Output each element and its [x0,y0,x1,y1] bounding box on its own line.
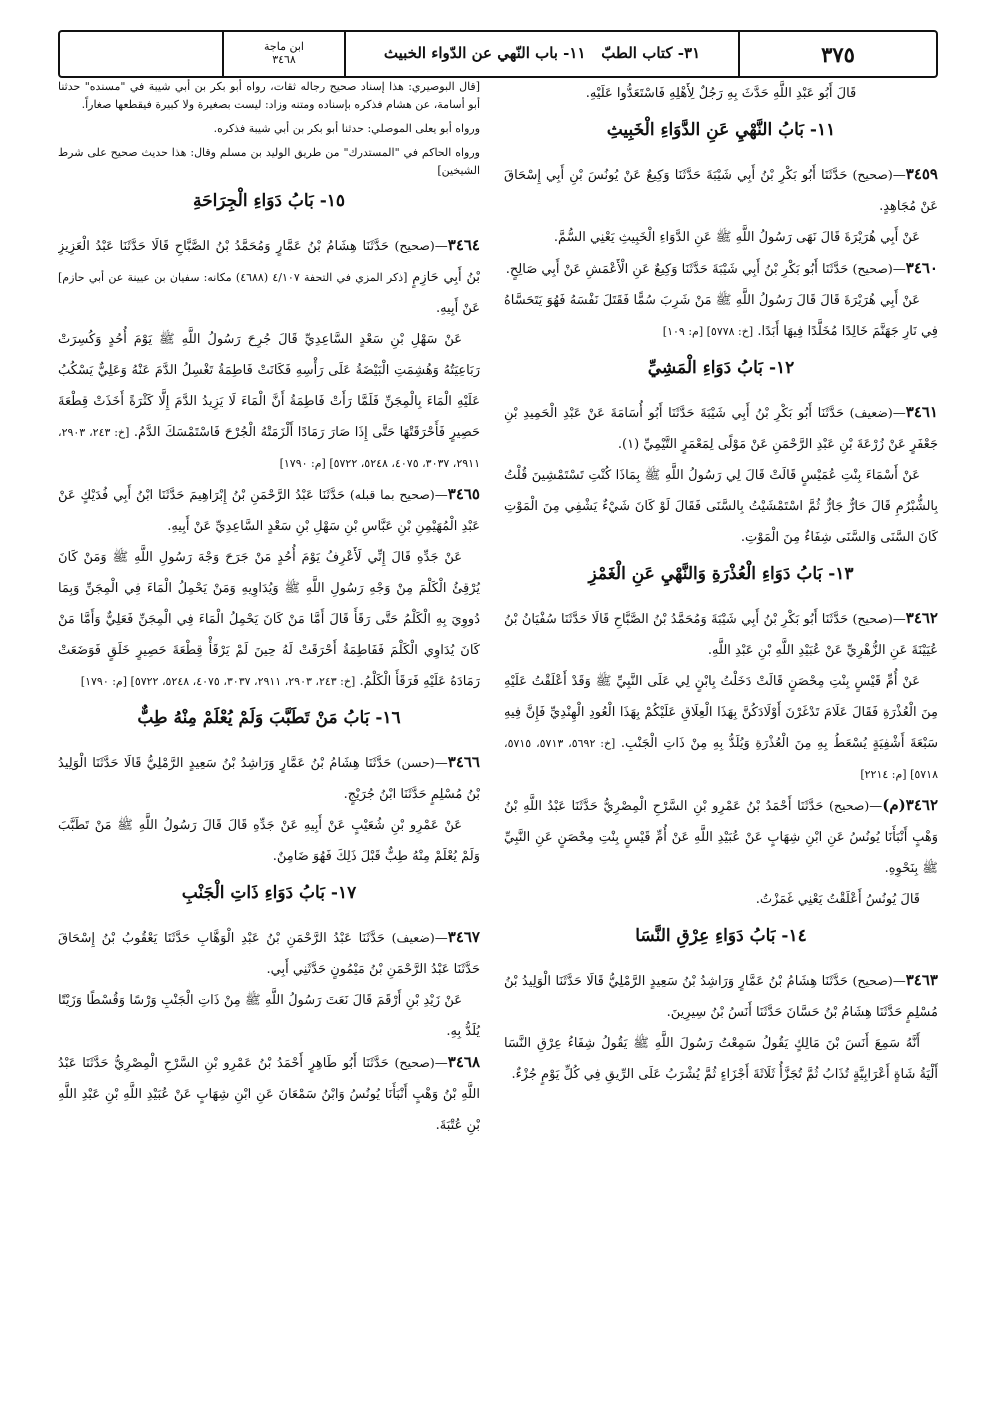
hadith-3463 [504,965,938,1090]
hadith-3461 [504,397,938,553]
mizzi-note: [ذكر المزي في التحفة ٤/١٠٧ (٤٦٨٨) مكانه: سفيان بن عيينة عن أبي حازم] [58,271,408,284]
hadith-grade: (حسن) [396,755,435,770]
abu-yala-note: ورواه أبو يعلى الموصلي: حدثنا أبو بكر بن أبي شيبة فذكره. [213,122,480,135]
bab-14-heading: ١٤- بَابُ دَوَاءِ عِرْقِ النَّسَا [635,926,807,946]
hadith-isnad: ٣٤٥٩—(صحيح) حَدَّثَنَا أَبُو بَكْرِ بْنُ أَبِي شَيْبَةَ حَدَّثَنَا وَكِيعٌ عَنْ يُونُسَ بْنِ أَبِي إِسْحَاقَ عَنْ مُجَاهِدٍ. [504,165,938,214]
source-name: ابن ماجة [264,40,304,54]
hadith-matn: عَنْ زَيْدِ بْنِ أَرْقَمَ قَالَ نَعَتَ رَسُولُ اللَّهِ ﷺ مِنْ ذَاتِ الْجَنْبِ وَرْسًا وَقُسْطًا وَزَيْتًا يُلَدُّ بِهِ. [58,993,480,1039]
takhrij-reference: [خ: ٢٤٣، ٢٩٠٣، ٢٩١١، ٣٠٣٧، ٤٠٧٥، ٥٢٤٨، ٥٧٢٢] [م: ١٧٩٠] [58,426,480,470]
matn-text: عَنْ سَهْلِ بْنِ سَعْدٍ السَّاعِدِيِّ قَالَ جُرِحَ رَسُولُ اللَّهِ ﷺ يَوْمَ أُحُدٍ وَكُسِرَتْ رَبَاعِيَتُهُ وَهُشِمَتِ الْبَيْضَةُ عَلَى رَأْسِهِ فَكَانَتْ فَاطِمَةُ تَغْسِلُ الدَّمَ عَنْهُ وَعَلِيٌّ يَسْكُبُ عَلَيْهِ الْمَاءَ بِالْمِجَنِّ فَلَمَّا رَأَتْ فَاطِمَةُ أَنَّ الْمَاءَ لَا يَزِيدُ الدَّمَ إِلَّا كَثْرَةً أَخَذَتْ قِطْعَةَ حَصِيرٍ فَأَحْرَقَتْهَا حَتَّى إِذَا صَارَ رَمَادًا أَلْزَمَتْهُ الْجُرْحَ فَاسْتَمْسَكَ الدَّمُ. [58,332,480,440]
bab-12-heading: ١٢- بَابُ دَوَاءِ الْمَشِيِّ [647,358,795,378]
isnad-text: حَدَّثَنَا أَحْمَدُ بْنُ عَمْرِو بْنِ السَّرْحِ الْمِصْرِيُّ حَدَّثَنَا عَبْدُ اللَّهِ بْنُ وَهْبٍ أَنْبَأَنَا يُونُسُ عَنِ ابْنِ شِهَابٍ عَنْ عُبَيْدِ اللَّهِ عَنْ أُمِّ قَيْسٍ بِنْتِ مِحْصَنٍ عَنِ النَّبِيِّ ﷺ بِنَحْوِهِ. [504,799,938,876]
takhrij-reference: [خ: ٢٤٣، ٢٩٠٣، ٢٩١١، ٣٠٣٧، ٤٠٧٥، ٥٢٤٨، ٥٧٢٢] [م: ١٧٩٠] [80,675,356,688]
left-column [58,78,486,1380]
hadith-isnad: ٣٤٦٢(م)—(صحيح) حَدَّثَنَا أَحْمَدُ بْنُ عَمْرِو بْنِ السَّرْحِ الْمِصْرِيُّ حَدَّثَنَا عَبْدُ اللَّهِ بْنُ وَهْبٍ أَنْبَأَنَا يُونُسُ عَنِ ابْنِ شِهَابٍ عَنْ عُبَيْدِ اللَّهِ عَنْ أُمِّ قَيْسٍ بِنْتِ مِحْصَنٍ عَنِ النَّبِيِّ ﷺ بِنَحْوِهِ. [504,796,938,876]
hadith-3468 [58,1047,480,1141]
hadith-number: ٣٤٦٨ [447,1053,481,1071]
matn-text: عَنْ أَبِي هُرَيْرَةَ قَالَ قَالَ رَسُولُ اللَّهِ ﷺ مَنْ شَرِبَ سُمًّا فَقَتَلَ نَفْسَهُ فَهُوَ يَتَحَسَّاهُ فِي نَارِ جَهَنَّمَ خَالِدًا مُخَلَّدًا فِيهَا أَبَدًا. [504,293,938,339]
bab-title: ١١- باب النّهي عن الدّواء الخبيث [383,44,586,63]
isnad-text: حَدَّثَنَا أَبُو بَكْرِ بْنُ أَبِي شَيْبَةَ حَدَّثَنَا وَكِيعٌ عَنْ يُونُسَ بْنِ أَبِي إِسْحَاقَ عَنْ مُجَاهِدٍ. [504,168,938,214]
hadith-matn: عَنْ أَسْمَاءَ بِنْتِ عُمَيْسٍ قَالَتْ قَالَ لِي رَسُولُ اللَّهِ ﷺ بِمَاذَا كُنْتِ تَسْتَمْشِينَ قُلْتُ بِالشُّبْرُمِ قَالَ حَارٌّ جَارٌّ ثُمَّ اسْتَمْشَيْتُ بِالسَّنَى فَقَالَ لَوْ كَانَ شَيْءٌ يَشْفِي مِنَ الْمَوْتِ كَانَ السَّنَى وَالسَّنَى شِفَاءٌ مِنَ الْمَوْتِ. [504,468,938,545]
bab-15-heading: ١٥- بَابُ دَوَاءِ الْجِرَاحَةِ [192,191,346,211]
hadith-grade: (ضعيف) [849,405,893,420]
source-reference [222,32,344,76]
isnad-text: حَدَّثَنَا أَبُو طَاهِرٍ أَحْمَدُ بْنُ عَمْرِو بْنِ السَّرْحِ الْمِصْرِيُّ حَدَّثَنَا عَبْدُ اللَّهِ بْنُ وَهْبٍ أَنْبَأَنَا يُونُسُ وَابْنُ سَمْعَانَ عَنِ ابْنِ شِهَابٍ عَنْ عُبَيْدِ اللَّهِ بْنِ عَبْدِ اللَّهِ بْنِ عُتْبَةَ. [58,1056,480,1133]
hadith-3459 [504,159,938,253]
hadith-number: ٣٤٥٩ [905,165,938,183]
hadith-isnad: ٣٤٦٧—(ضعيف) حَدَّثَنَا عَبْدُ الرَّحْمَنِ بْنُ عَبْدِ الْوَهَّابِ حَدَّثَنَا يَعْقُوبُ بْنُ إِسْحَاقَ حَدَّثَنَا عَبْدُ الرَّحْمَنِ بْنُ مَيْمُونٍ حَدَّثَنِي أَبِي. [58,928,480,977]
matn-text: عَنْ أُمِّ قَيْسٍ بِنْتِ مِحْصَنٍ قَالَتْ دَخَلْتُ بِابْنٍ لِي عَلَى النَّبِيِّ ﷺ وَقَدْ أَعْلَقْتُ عَلَيْهِ مِنَ الْعُذْرَةِ فَقَالَ عَلَامَ تَدْغَرْنَ أَوْلَادَكُنَّ بِهَذَا الْعِلَاقِ عَلَيْكُمْ بِهَذَا الْعُودِ الْهِنْدِيِّ فَإِنَّ فِيهِ سَبْعَةَ أَشْفِيَةٍ يُسْعَطُ بِهِ مِنَ الْعُذْرَةِ وَيُلَدُّ بِهِ مِنْ ذَاتِ الْجَنْبِ. [504,674,938,751]
hadith-number: ٣٤٦٤ [447,236,480,254]
hadith-3467 [58,922,480,1047]
isnad-text: حَدَّثَنَا أَبُو بَكْرِ بْنُ أَبِي شَيْبَةَ وَمُحَمَّدُ بْنُ الصَّبَّاحِ قَالَا حَدَّثَنَا سُفْيَانُ بْنُ عُيَيْنَةَ عَنِ الزُّهْرِيِّ عَنْ عُبَيْدِ اللَّهِ بْنِ عَبْدِ اللَّهِ. [504,612,938,658]
isnad-text: حَدَّثَنَا عَبْدُ الرَّحْمَنِ بْنُ عَبْدِ الْوَهَّابِ حَدَّثَنَا يَعْقُوبُ بْنُ إِسْحَاقَ حَدَّثَنَا عَبْدُ الرَّحْمَنِ بْنُ مَيْمُونٍ حَدَّثَنِي أَبِي. [58,931,480,977]
bab-13-heading: ١٣- بَابُ دَوَاءِ الْعُذْرَةِ وَالنَّهْيِ عَنِ الْغَمْزِ [588,564,854,584]
hadith-grade: (صحيح) [852,973,893,988]
hadith-number: ٣٤٦٧ [447,928,480,946]
hadith-3465 [58,479,480,697]
isnad-text: حَدَّثَنَا هِشَامُ بْنُ عَمَّارٍ وَرَاشِدُ بْنُ سَعِيدٍ الرَّمْلِيُّ قَالَا حَدَّثَنَا الْوَلِيدُ بْنُ مُسْلِمٍ حَدَّثَنَا هِشَامُ بْنُ حَسَّانَ حَدَّثَنَا أَنَسُ بْنُ سِيرِينَ. [504,974,938,1020]
hadith-isnad: ٣٤٦٠—(صحيح) حَدَّثَنَا أَبُو بَكْرِ بْنُ أَبِي شَيْبَةَ حَدَّثَنَا وَكِيعٌ عَنِ الْأَعْمَشِ عَنْ أَبِي صَالِحٍ. [505,259,938,277]
hadith-grade: (صحيح) [394,1055,435,1070]
hadith-matn [504,285,938,347]
hadith-matn [58,542,480,697]
intro-line: قَالَ أَبُو عَبْدِ اللَّهِ حَدَّثَ بِهِ رَجُلٌ لِأَهْلِهِ فَاسْتَعَدُّوا عَلَيْهِ. [585,86,857,101]
hadith-number: ٣٤٦٠ [905,259,938,277]
hadith-isnad: ٣٤٦٤—(صحيح) حَدَّثَنَا هِشَامُ بْنُ عَمَّارٍ وَمُحَمَّدُ بْنُ الصَّبَّاحِ قَالَا حَدَّثَنَا عَبْدُ الْعَزِيزِ بْنُ أَبِي حَازِمٍ [ذكر المزي في التحفة ٤/١٠٧ (٤٦٨٨) مكانه: سفيان بن عيينة عن أبي حازم] عَنْ أَبِيهِ. [58,236,480,316]
hadith-grade: (ضعيف) [391,930,435,945]
source-range: ٣٤٦٨ [272,53,296,66]
hadith-3460 [504,253,938,347]
hadith-grade: (صحيح) [852,261,893,276]
hadith-isnad: ٣٤٦٨—(صحيح) حَدَّثَنَا أَبُو طَاهِرٍ أَحْمَدُ بْنُ عَمْرِو بْنِ السَّرْحِ الْمِصْرِيُّ حَدَّثَنَا عَبْدُ اللَّهِ بْنُ وَهْبٍ أَنْبَأَنَا يُونُسُ وَابْنُ سَمْعَانَ عَنِ ابْنِ شِهَابٍ عَنْ عُبَيْدِ اللَّهِ بْنِ عَبْدِ اللَّهِ بْنِ عُتْبَةَ. [58,1053,481,1133]
hadith-isnad: ٣٤٦٦—(حسن) حَدَّثَنَا هِشَامُ بْنُ عَمَّارٍ وَرَاشِدُ بْنُ سَعِيدٍ الرَّمْلِيُّ قَالَا حَدَّثَنَا الْوَلِيدُ بْنُ مُسْلِمٍ حَدَّثَنَا ابْنُ جُرَيْجٍ. [58,753,480,802]
kitab-title: ٣١- كتاب الطبّ [601,44,701,63]
isnad-text: حَدَّثَنَا عَبْدُ الرَّحْمَنِ بْنُ إِبْرَاهِيمَ حَدَّثَنَا ابْنُ أَبِي فُدَيْكٍ عَنْ عَبْدِ الْمُهَيْمِنِ بْنِ عَبَّاسِ بْنِ سَهْلِ بْنِ سَعْدٍ السَّاعِدِيِّ عَنْ أَبِيهِ. [58,488,480,534]
takhrij-reference: [خ: ٥٧٧٨] [م: ١٠٩] [662,325,754,338]
hadith-isnad: ٣٤٦٥—(صحيح بما قبله) حَدَّثَنَا عَبْدُ الرَّحْمَنِ بْنُ إِبْرَاهِيمَ حَدَّثَنَا ابْنُ أَبِي فُدَيْكٍ عَنْ عَبْدِ الْمُهَيْمِنِ بْنِ عَبَّاسِ بْنِ سَهْلِ بْنِ سَعْدٍ السَّاعِدِيِّ عَنْ أَبِيهِ. [58,485,480,534]
hadith-grade: (صحيح) [852,611,893,626]
hadith-number: ٣٤٦٣ [905,971,938,989]
hakim-note: ورواه الحاكم في "المستدرك" من طريق الوليد بن مسلم وقال: هذا حديث صحيح على شرط الشيخين] [58,146,480,177]
hadith-matn: أَنَّهُ سَمِعَ أَنَسَ بْنَ مَالِكٍ يَقُولُ سَمِعْتُ رَسُولَ اللَّهِ ﷺ يَقُولُ شِفَاءُ عِرْقِ النَّسَا أَلْيَةُ شَاةٍ أَعْرَابِيَّةٍ تُذَابُ ثُمَّ تُجَزَّأُ ثَلَاثَةَ أَجْزَاءٍ ثُمَّ يُشْرَبُ عَلَى الرِّيقِ فِي كُلِّ يَوْمٍ جُزْءٌ. [504,1036,938,1082]
page-header [58,30,938,78]
hadith-grade: (صحيح) [852,167,893,182]
bab-17-heading: ١٧- بَابُ دَوَاءِ ذَاتِ الْجَنْبِ [181,883,357,903]
hadith-grade: (صحيح بما قبله) [349,487,435,502]
isnad-text: حَدَّثَنَا أَبُو بَكْرِ بْنُ أَبِي شَيْبَةَ حَدَّثَنَا أَبُو أُسَامَةَ عَنْ عَبْدِ الْحَمِيدِ بْنِ جَعْفَرٍ عَنْ زُرْعَةَ بْنِ عَبْدِ الرَّحْمَنِ عَنْ مَوْلًى لِمَعْمَرٍ التَّيْمِيِّ (١). [504,406,938,452]
hadith-isnad: ٣٤٦٣—(صحيح) حَدَّثَنَا هِشَامُ بْنُ عَمَّارٍ وَرَاشِدُ بْنُ سَعِيدٍ الرَّمْلِيُّ قَالَا حَدَّثَنَا الْوَلِيدُ بْنُ مُسْلِمٍ حَدَّثَنَا هِشَامُ بْنُ حَسَّانَ حَدَّثَنَا أَنَسُ بْنُ سِيرِينَ. [504,971,938,1020]
hadith-number: ٣٤٦٦ [447,753,480,771]
hadith-grade: (صحيح) [829,798,870,813]
hadith-3466 [58,747,480,872]
hadith-number: ٣٤٦١ [905,403,938,421]
hadith-matn: عَنْ أَبِي هُرَيْرَةَ قَالَ نَهَى رَسُولُ اللَّهِ ﷺ عَنِ الدَّوَاءِ الْخَبِيثِ يَعْنِي السُّمَّ. [553,230,920,245]
bab-16-heading: ١٦- بَابُ مَنْ تَطَبَّبَ وَلَمْ يُعْلَمْ مِنْهُ طِبٌّ [137,708,401,728]
right-column [486,78,938,1380]
hadith-3462 [504,603,938,790]
takhrij-reference: [خ: ٥٦٩٢، ٥٧١٣، ٥٧١٥، ٥٧١٨] [م: ٢٢١٤] [504,737,938,781]
hadith-3462m [504,790,938,915]
hadith-number: ٣٤٦٥ [447,485,480,503]
hadith-note: قَالَ يُونُسُ أَعْلَقْتُ يَعْنِي غَمَزْتُ. [755,892,920,907]
isnad-text: حَدَّثَنَا هِشَامُ بْنُ عَمَّارٍ وَرَاشِدُ بْنُ سَعِيدٍ الرَّمْلِيُّ قَالَا حَدَّثَنَا الْوَلِيدُ بْنُ مُسْلِمٍ حَدَّثَنَا ابْنُ جُرَيْجٍ. [58,756,480,802]
hadith-3464 [58,230,480,479]
hadith-matn: عَنْ عَمْرِو بْنِ شُعَيْبٍ عَنْ أَبِيهِ عَنْ جَدِّهِ قَالَ قَالَ رَسُولُ اللَّهِ ﷺ مَنْ تَطَبَّبَ وَلَمْ يُعْلَمْ مِنْهُ طِبٌّ قَبْلَ ذَلِكَ فَهُوَ ضَامِنٌ. [58,818,480,864]
isnad-end: عَنْ أَبِيهِ. [435,301,480,316]
hadith-matn [504,666,938,790]
two-column-body [58,78,938,1380]
bab-11-heading: ١١- بَابُ النَّهْيِ عَنِ الدَّوَاءِ الْخَبِيثِ [606,120,836,140]
running-title [344,32,738,76]
page-number: ٣٧٥ [738,32,936,76]
running-title-text [384,44,700,64]
matn-text: عَنْ جَدِّهِ قَالَ إِنِّي لَأَعْرِفُ يَوْمَ أُحُدٍ مَنْ جَرَحَ وَجْهَ رَسُولِ اللَّهِ ﷺ وَمَنْ كَانَ يُرْقِئُ الْكَلْمَ مِنْ وَجْهِ رَسُولِ اللَّهِ ﷺ وَيُدَاوِيهِ وَمَنْ يَحْمِلُ الْمَاءَ فِي الْمِجَنِّ وَبِمَا دُووِيَ بِهِ الْكَلْمُ حَتَّى رَقَأَ قَالَ أَمَّا مَنْ كَانَ يَحْمِلُ الْمَاءَ فِي الْمِجَنِّ فَعَلِيٌّ وَأَمَّا مَنْ كَانَ يُدَاوِي الْكَلْمَ فَفَاطِمَةُ أَحْرَقَتْ لَهُ حِينَ لَمْ يَرْقَأْ قِطْعَةَ حَصِيرٍ خَلَقٍ فَوَضَعَتْ رَمَادَهُ عَلَيْهِ فَرَقَأَ الْكَلْمُ. [58,550,480,689]
hadith-grade: (صحيح) [394,238,435,253]
hadith-matn [58,324,480,479]
isnad-text: حَدَّثَنَا أَبُو بَكْرِ بْنُ أَبِي شَيْبَةَ حَدَّثَنَا وَكِيعٌ عَنِ الْأَعْمَشِ عَنْ أَبِي صَالِحٍ. [505,262,849,277]
hadith-isnad: ٣٤٦٢—(صحيح) حَدَّثَنَا أَبُو بَكْرِ بْنُ أَبِي شَيْبَةَ وَمُحَمَّدُ بْنُ الصَّبَّاحِ قَالَا حَدَّثَنَا سُفْيَانُ بْنُ عُيَيْنَةَ عَنِ الزُّهْرِيِّ عَنْ عُبَيْدِ اللَّهِ بْنِ عَبْدِ اللَّهِ. [504,609,938,658]
hadith-number: ٣٤٦٢ [905,609,938,627]
book-page [58,30,938,1380]
hadith-isnad: ٣٤٦١—(ضعيف) حَدَّثَنَا أَبُو بَكْرِ بْنُ أَبِي شَيْبَةَ حَدَّثَنَا أَبُو أُسَامَةَ عَنْ عَبْدِ الْحَمِيدِ بْنِ جَعْفَرٍ عَنْ زُرْعَةَ بْنِ عَبْدِ الرَّحْمَنِ عَنْ مَوْلًى لِمَعْمَرٍ التَّيْمِيِّ (١). [504,403,938,452]
isnad-text: حَدَّثَنَا هِشَامُ بْنُ عَمَّارٍ وَمُحَمَّدُ بْنُ الصَّبَّاحِ قَالَا حَدَّثَنَا عَبْدُ الْعَزِيزِ بْنُ أَبِي حَازِمٍ [58,239,480,285]
header-blank-cell [60,32,222,76]
busiri-note: [قال البوصيري: هذا إسناد صحيح رجاله ثقات، رواه أبو بكر بن أبي شيبة في "مسنده" حدثنا أبو أسامة، عن هشام فذكره بإسناده ومتنه وزاد: ليست بصغيرة ولا كبيرة فيقطعها صغاراً. [58,80,480,111]
hadith-number: ٣٤٦٢(م) [882,796,938,814]
